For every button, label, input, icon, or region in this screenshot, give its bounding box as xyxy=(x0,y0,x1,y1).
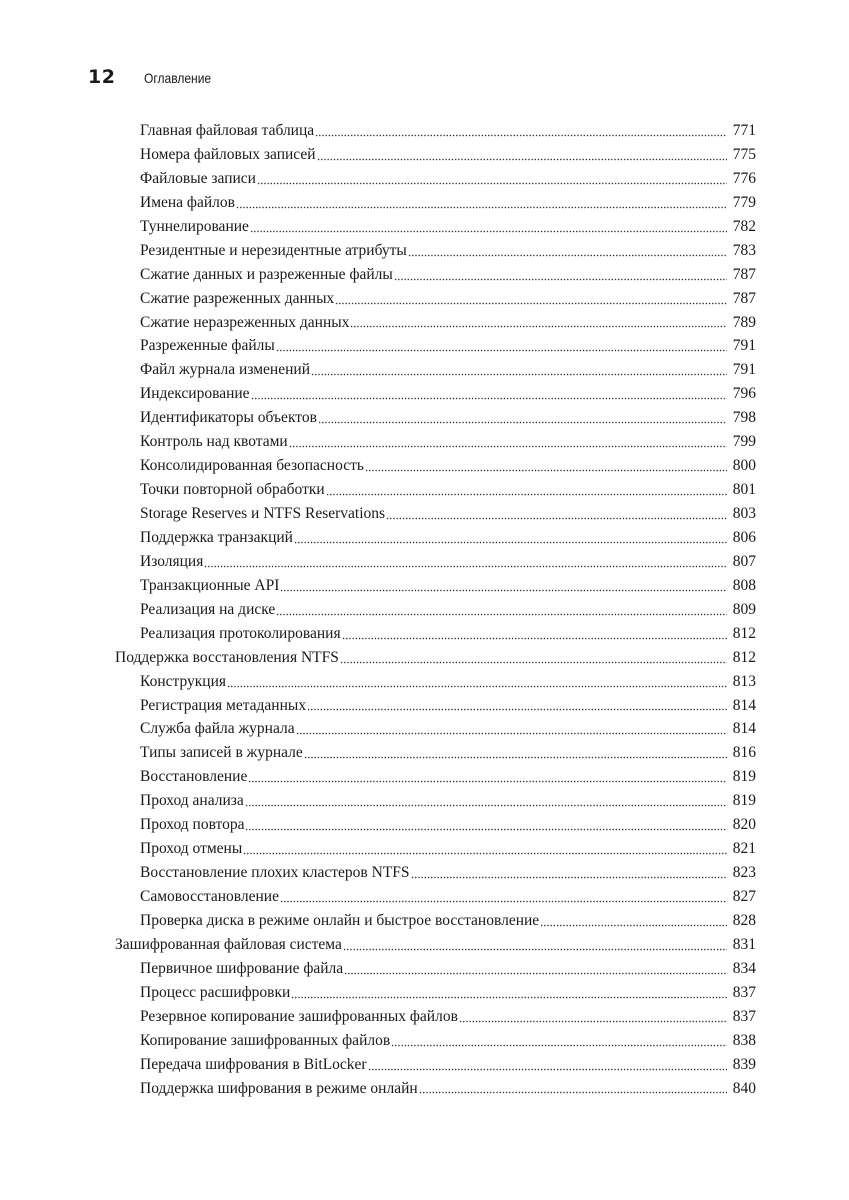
toc-subsection-entry[interactable] xyxy=(0,717,849,741)
toc-subsection-entry[interactable] xyxy=(0,598,849,622)
toc-entry-title: Реализация протоколирования xyxy=(140,624,341,642)
toc-entry-title: Имена файлов xyxy=(140,193,235,211)
toc-entry-page-number: 813 xyxy=(732,672,756,690)
toc-entry-title: Номера файловых записей xyxy=(140,145,316,163)
toc-dot-leader xyxy=(408,240,727,257)
running-head: Оглавление xyxy=(144,70,212,86)
toc-section-entry[interactable] xyxy=(0,646,849,670)
toc-dot-leader xyxy=(276,335,727,352)
toc-entry-page-number: 779 xyxy=(732,193,756,211)
toc-subsection-entry[interactable] xyxy=(0,191,849,215)
toc-entry-page-number: 812 xyxy=(732,648,756,666)
toc-dot-leader xyxy=(340,647,727,664)
toc-entry-page-number: 819 xyxy=(732,792,756,810)
toc-dot-leader xyxy=(245,814,727,831)
toc-entry-page-number: 791 xyxy=(732,361,756,379)
toc-entry-page-number: 771 xyxy=(732,122,756,139)
toc-subsection-entry[interactable] xyxy=(0,1053,849,1077)
toc-dot-leader xyxy=(248,766,727,783)
toc-subsection-entry[interactable] xyxy=(0,694,849,718)
toc-dot-leader xyxy=(344,958,727,975)
toc-entry-page-number: 816 xyxy=(732,744,756,762)
toc-entry-title: Копирование зашифрованных файлов xyxy=(140,1031,391,1049)
toc-dot-leader xyxy=(304,742,727,759)
toc-entry-page-number: 800 xyxy=(732,457,756,475)
toc-dot-leader xyxy=(236,192,727,209)
toc-entry-page-number: 801 xyxy=(732,481,756,499)
toc-dot-leader xyxy=(350,311,727,328)
toc-entry-page-number: 828 xyxy=(732,911,756,929)
toc-entry-title: Проход анализа xyxy=(140,792,244,810)
toc-entry-title: Контроль над квотами xyxy=(140,433,288,451)
toc-dot-leader xyxy=(411,862,727,879)
toc-dot-leader xyxy=(257,168,727,185)
toc-entry-page-number: 838 xyxy=(732,1031,756,1049)
toc-dot-leader xyxy=(251,383,727,400)
toc-subsection-entry[interactable] xyxy=(0,406,849,430)
toc-entry-title: Главная файловая таблица xyxy=(140,122,315,139)
toc-entry-page-number: 782 xyxy=(732,217,756,235)
toc-entry-page-number: 837 xyxy=(732,1007,756,1025)
toc-entry-title: Поддержка восстановления NTFS xyxy=(115,648,339,666)
toc-entry-page-number: 807 xyxy=(732,552,756,570)
toc-entry-title: Индексирование xyxy=(140,385,250,403)
toc-entry-title: Разреженные файлы xyxy=(140,337,275,355)
toc-entry-title: Точки повторной обработки xyxy=(140,481,325,499)
toc-dot-leader xyxy=(342,623,727,640)
toc-subsection-entry[interactable] xyxy=(0,1029,849,1053)
toc-subsection-entry[interactable] xyxy=(0,478,849,502)
toc-subsection-entry[interactable] xyxy=(0,215,849,239)
toc-subsection-entry[interactable] xyxy=(0,263,849,287)
toc-entry-page-number: 775 xyxy=(732,145,756,163)
toc-entry-title: Поддержка шифрования в режиме онлайн xyxy=(140,1079,418,1097)
toc-entry-page-number: 803 xyxy=(732,505,756,522)
page-number: 12 xyxy=(88,66,116,88)
toc-entry-title: Служба файла журнала xyxy=(140,720,295,738)
toc-entry-page-number: 814 xyxy=(732,696,756,714)
toc-dot-leader xyxy=(294,527,727,544)
toc-subsection-entry[interactable] xyxy=(0,574,849,598)
toc-subsection-entry[interactable] xyxy=(0,741,849,765)
toc-entry-page-number: 839 xyxy=(732,1055,756,1073)
toc-entry-page-number: 831 xyxy=(732,935,756,953)
toc-entry-page-number: 820 xyxy=(732,816,756,834)
toc-entry-title: Реализация на диске xyxy=(140,600,276,618)
toc-dot-leader xyxy=(315,120,727,137)
toc-subsection-entry[interactable] xyxy=(0,382,849,406)
toc-subsection-entry[interactable] xyxy=(0,957,849,981)
toc-entry-title: Транзакционные API xyxy=(140,576,280,594)
toc-section-entry[interactable] xyxy=(0,933,849,957)
toc-entry-title: Резервное копирование зашифрованных файлов xyxy=(140,1007,458,1025)
toc-subsection-entry[interactable] xyxy=(0,502,849,526)
toc-entry-title: Восстановление xyxy=(140,768,248,786)
toc-entry-page-number: 819 xyxy=(732,768,756,786)
toc-dot-leader xyxy=(311,359,727,376)
toc-dot-leader xyxy=(326,479,727,496)
toc-subsection-entry[interactable] xyxy=(0,981,849,1005)
toc-subsection-entry[interactable] xyxy=(0,622,849,646)
toc-dot-leader xyxy=(280,886,727,903)
toc-dot-leader xyxy=(227,671,727,688)
toc-subsection-entry[interactable] xyxy=(0,358,849,382)
toc-dot-leader xyxy=(365,455,727,472)
toc-subsection-entry[interactable] xyxy=(0,837,849,861)
toc-subsection-entry[interactable] xyxy=(0,454,849,478)
toc-entry-page-number: 783 xyxy=(732,241,756,259)
toc-entry-page-number: 787 xyxy=(732,265,756,283)
toc-subsection-entry[interactable] xyxy=(0,239,849,263)
toc-subsection-entry[interactable] xyxy=(0,670,849,694)
toc-entry-title: Проход повтора xyxy=(140,816,245,834)
toc-dot-leader xyxy=(317,144,727,161)
toc-subsection-entry[interactable] xyxy=(0,119,849,143)
toc-entry-title: Сжатие данных и разреженные файлы xyxy=(140,265,393,283)
toc-entry-title: Зашифрованная файловая система xyxy=(115,935,342,953)
toc-subsection-entry[interactable] xyxy=(0,813,849,837)
toc-entry-title: Сжатие разреженных данных xyxy=(140,289,335,307)
toc-dot-leader xyxy=(291,982,727,999)
toc-entry-title: Восстановление плохих кластеров NTFS xyxy=(140,864,410,882)
toc-subsection-entry[interactable] xyxy=(0,765,849,789)
toc-dot-leader xyxy=(459,1006,727,1023)
toc-subsection-entry[interactable] xyxy=(0,143,849,167)
toc-dot-leader xyxy=(540,910,727,927)
toc-dot-leader xyxy=(386,503,727,520)
toc-entry-page-number: 806 xyxy=(732,528,756,546)
toc-entry-title: Конструкция xyxy=(140,672,226,690)
toc-entry-page-number: 834 xyxy=(732,959,756,977)
toc-dot-leader xyxy=(296,718,727,735)
toc-entry-page-number: 809 xyxy=(732,600,756,618)
toc-entry-title: Файловые записи xyxy=(140,169,256,187)
page-header xyxy=(88,66,223,90)
toc-subsection-entry[interactable] xyxy=(0,789,849,813)
toc-entry-page-number: 789 xyxy=(732,313,756,331)
toc-entry-title: Проверка диска в режиме онлайн и быстрое восстановление xyxy=(140,911,540,929)
toc-entry-page-number: 808 xyxy=(732,576,756,594)
toc-entry-page-number: 821 xyxy=(732,840,756,858)
toc-subsection-entry[interactable] xyxy=(0,885,849,909)
toc-dot-leader xyxy=(368,1054,727,1071)
toc-subsection-entry[interactable] xyxy=(0,1077,849,1101)
toc-subsection-entry[interactable] xyxy=(0,167,849,191)
toc-entry-title: Регистрация метаданных xyxy=(140,696,307,714)
toc-dot-leader xyxy=(419,1077,727,1094)
toc-dot-leader xyxy=(204,551,727,568)
toc-entry-title: Файл журнала изменений xyxy=(140,361,310,379)
toc-entry-page-number: 814 xyxy=(732,720,756,738)
toc-dot-leader xyxy=(394,264,727,281)
toc-entry-title: Сжатие неразреженных данных xyxy=(140,313,350,331)
toc-entry-title: Storage Reserves и NTFS Reservations xyxy=(140,505,386,522)
toc-entry-title: Изоляция xyxy=(140,552,204,570)
toc-dot-leader xyxy=(318,407,727,424)
toc-subsection-entry[interactable] xyxy=(0,334,849,358)
toc-entry-title: Идентификаторы объектов xyxy=(140,409,317,427)
toc-dot-leader xyxy=(280,575,727,592)
toc-entry-title: Процесс расшифровки xyxy=(140,983,291,1001)
toc-entry-title: Первичное шифрование файла xyxy=(140,959,344,977)
toc-subsection-entry[interactable] xyxy=(0,861,849,885)
toc-entry-title: Поддержка транзакций xyxy=(140,528,293,546)
toc-subsection-entry[interactable] xyxy=(0,287,849,311)
toc-entry-title: Резидентные и нерезидентные атрибуты xyxy=(140,241,407,259)
toc-entry-title: Самовосстановление xyxy=(140,888,279,905)
toc-entry-page-number: 840 xyxy=(732,1079,756,1097)
toc-subsection-entry[interactable] xyxy=(0,1005,849,1029)
toc-entry-page-number: 827 xyxy=(732,888,756,905)
toc-dot-leader xyxy=(343,934,727,951)
toc-dot-leader xyxy=(289,431,727,448)
toc-dot-leader xyxy=(335,288,727,305)
toc-dot-leader xyxy=(250,216,727,233)
toc-entry-page-number: 787 xyxy=(732,289,756,307)
toc-entry-page-number: 837 xyxy=(732,983,756,1001)
toc-entry-title: Типы записей в журнале xyxy=(140,744,303,762)
toc-entry-title: Консолидированная безопасность xyxy=(140,457,364,475)
toc-entry-page-number: 812 xyxy=(732,624,756,642)
toc-entry-page-number: 796 xyxy=(732,385,756,403)
toc-entry-page-number: 823 xyxy=(732,864,756,882)
toc-subsection-entry[interactable] xyxy=(0,430,849,454)
toc-dot-leader xyxy=(307,694,727,711)
toc-subsection-entry[interactable] xyxy=(0,550,849,574)
toc-entry-title: Проход отмены xyxy=(140,840,243,858)
toc-subsection-entry[interactable] xyxy=(0,526,849,550)
toc-entry-page-number: 798 xyxy=(732,409,756,427)
toc-entry-title: Туннелирование xyxy=(140,217,249,235)
toc-subsection-entry[interactable] xyxy=(0,311,849,335)
table-of-contents xyxy=(0,119,849,1100)
toc-dot-leader xyxy=(243,838,727,855)
toc-entry-page-number: 776 xyxy=(732,169,756,187)
toc-entry-page-number: 791 xyxy=(732,337,756,355)
toc-entry-page-number: 799 xyxy=(732,433,756,451)
toc-dot-leader xyxy=(391,1030,727,1047)
toc-subsection-entry[interactable] xyxy=(0,909,849,933)
toc-dot-leader xyxy=(276,599,727,616)
toc-entry-title: Передача шифрования в BitLocker xyxy=(140,1055,367,1073)
toc-dot-leader xyxy=(245,790,727,807)
